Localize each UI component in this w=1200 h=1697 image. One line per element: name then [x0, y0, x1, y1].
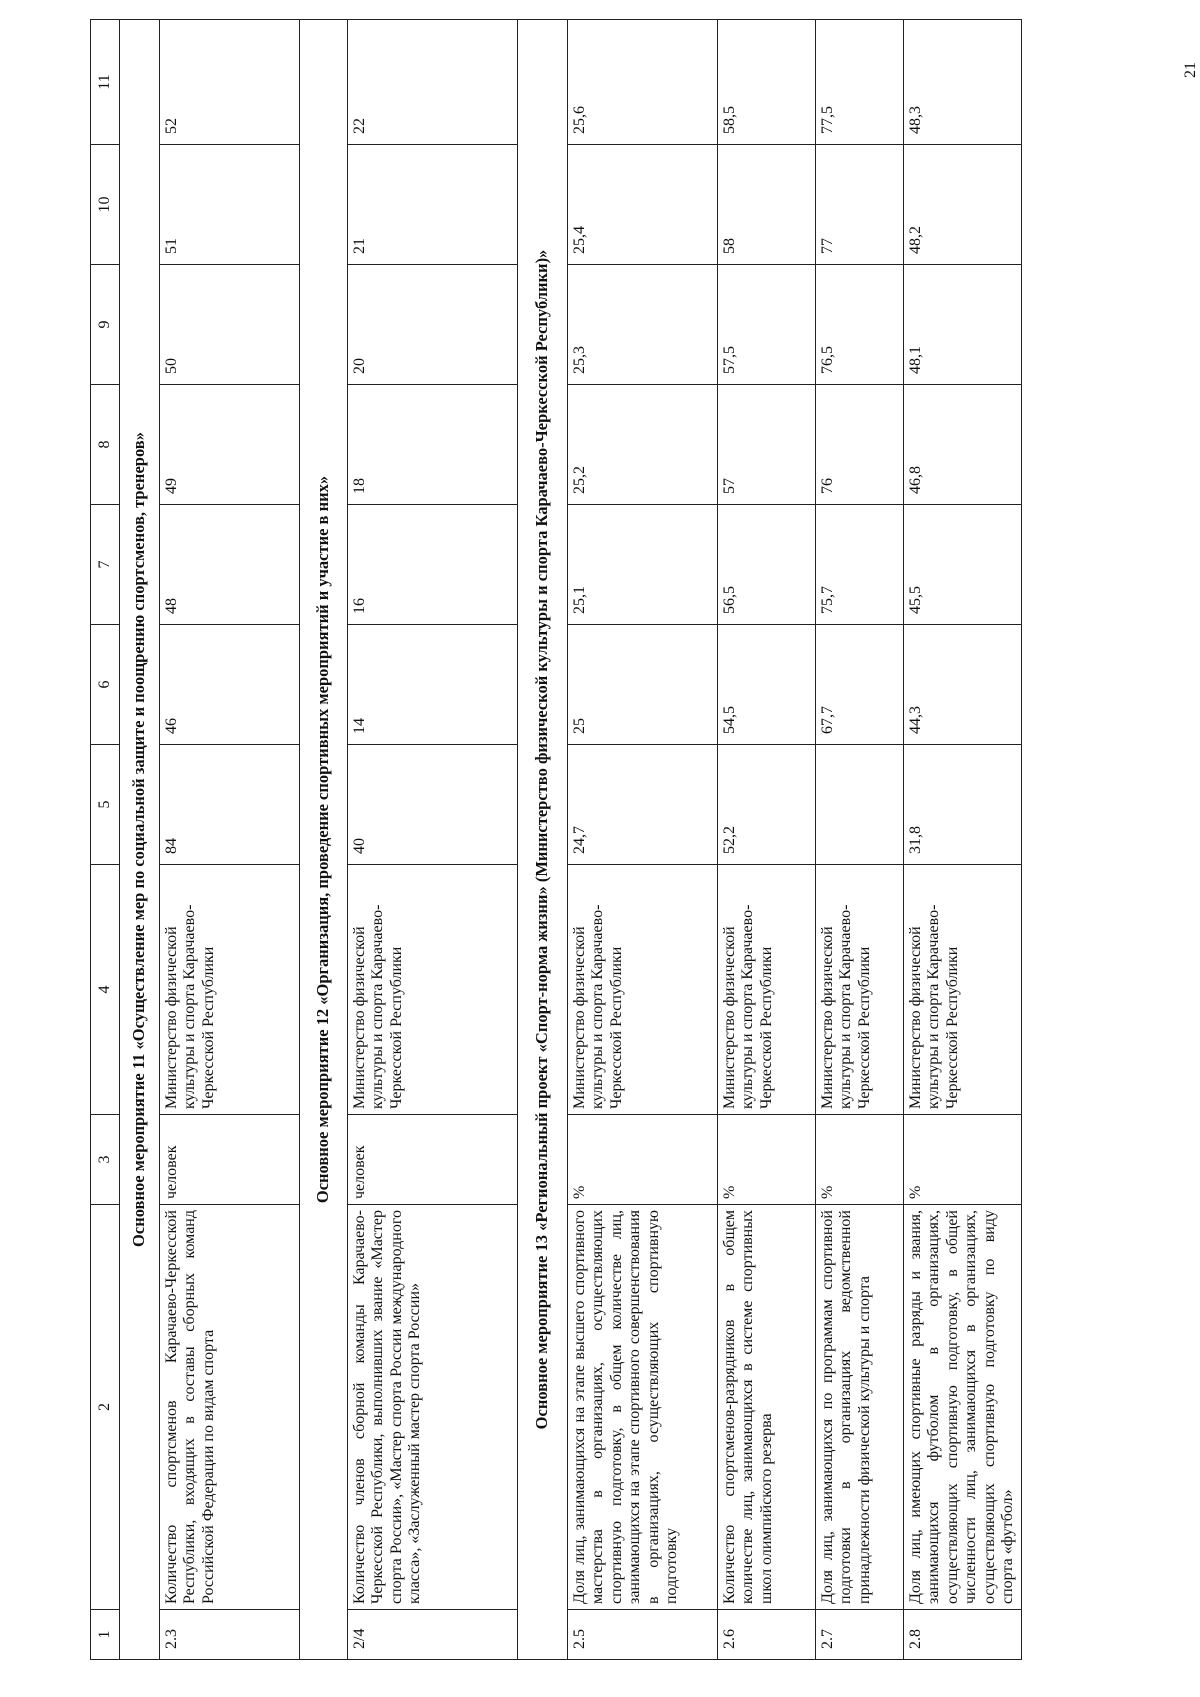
table-row — [816, 20, 904, 1660]
section-header-row — [120, 20, 160, 1660]
row-number-cell: 2/4 — [348, 1610, 518, 1660]
value-cell: 58 — [718, 145, 816, 265]
row-number-cell: 2.8 — [904, 1610, 1022, 1660]
indicator-name-cell: Количество членов сборной команды Карачаево-Черкесской Республики, выполнивших звание «Мастер спорта России», «Мастер спорта России международного класса», «Заслуженный мастер спорта России» — [348, 1205, 518, 1610]
table-row — [904, 20, 1022, 1660]
value-cell: 51 — [160, 145, 300, 265]
unit-cell: % — [904, 1115, 1022, 1205]
unit-cell: % — [568, 1115, 718, 1205]
value-cell: 52,2 — [718, 745, 816, 865]
value-cell: 54,5 — [718, 625, 816, 745]
column-number-cell: 5 — [91, 745, 120, 865]
indicator-name-cell: Количество спортсменов Карачаево-Черкесской Республики, входящих в составы сборных команд Российской Федерации по видам спорта — [160, 1205, 300, 1610]
column-number-cell: 9 — [91, 265, 120, 385]
value-cell: 46 — [160, 625, 300, 745]
value-cell: 25,1 — [568, 505, 718, 625]
value-cell: 76 — [816, 385, 904, 505]
unit-cell: % — [816, 1115, 904, 1205]
value-cell: 14 — [348, 625, 518, 745]
value-cell: 20 — [348, 265, 518, 385]
value-cell: 77,5 — [816, 20, 904, 145]
unit-cell: человек — [160, 1115, 300, 1205]
executor-cell: Министерство физической культуры и спорта Карачаево-Черкесской Республики — [816, 865, 904, 1115]
value-cell: 25,3 — [568, 265, 718, 385]
column-number-cell: 2 — [91, 1205, 120, 1610]
section-title: Основное мероприятие 13 «Региональный проект «Спорт-норма жизни» (Министерство физической культуры и спорта Карачаево-Черкесской Республики)» — [518, 20, 568, 1660]
value-cell: 18 — [348, 385, 518, 505]
value-cell: 67,7 — [816, 625, 904, 745]
value-cell: 25,6 — [568, 20, 718, 145]
section-title: Основное мероприятие 12 «Организация, проведение спортивных мероприятий и участие в них» — [300, 20, 348, 1660]
indicator-name-cell: Доля лиц, занимающихся по программам спортивной подготовки в организациях ведомственной принадлежности физической культуры и спорта — [816, 1205, 904, 1610]
table-body — [91, 20, 1022, 1660]
value-cell: 57,5 — [718, 265, 816, 385]
page-number: 21 — [1182, 62, 1199, 78]
table-row — [348, 20, 518, 1660]
column-number-cell: 11 — [91, 20, 120, 145]
executor-cell: Министерство физической культуры и спорта Карачаево-Черкесской Республики — [904, 865, 1022, 1115]
value-cell: 56,5 — [718, 505, 816, 625]
value-cell: 44,3 — [904, 625, 1022, 745]
unit-cell: человек — [348, 1115, 518, 1205]
value-cell: 25,4 — [568, 145, 718, 265]
row-number-cell: 2.3 — [160, 1610, 300, 1660]
value-cell: 25,2 — [568, 385, 718, 505]
value-cell: 75,7 — [816, 505, 904, 625]
row-number-cell: 2.7 — [816, 1610, 904, 1660]
value-cell: 77 — [816, 145, 904, 265]
executor-cell: Министерство физической культуры и спорта Карачаево-Черкесской Республики — [348, 865, 518, 1115]
value-cell: 46,8 — [904, 385, 1022, 505]
executor-cell: Министерство физической культуры и спорта Карачаево-Черкесской Республики — [160, 865, 300, 1115]
value-cell: 48,1 — [904, 265, 1022, 385]
column-number-cell: 1 — [91, 1610, 120, 1660]
value-cell: 16 — [348, 505, 518, 625]
value-cell: 50 — [160, 265, 300, 385]
value-cell: 57 — [718, 385, 816, 505]
executor-cell: Министерство физической культуры и спорта Карачаево-Черкесской Республики — [568, 865, 718, 1115]
value-cell — [816, 745, 904, 865]
table-row — [160, 20, 300, 1660]
executor-cell: Министерство физической культуры и спорта Карачаево-Черкесской Республики — [718, 865, 816, 1115]
value-cell: 48,2 — [904, 145, 1022, 265]
value-cell: 45,5 — [904, 505, 1022, 625]
value-cell: 48 — [160, 505, 300, 625]
indicator-name-cell: Количество спортсменов-разрядников в общем количестве лиц, занимающихся в системе спортивных школ олимпийского резерва — [718, 1205, 816, 1610]
column-number-cell: 3 — [91, 1115, 120, 1205]
column-number-row — [91, 20, 120, 1660]
column-number-cell: 7 — [91, 505, 120, 625]
column-number-cell: 6 — [91, 625, 120, 745]
table-row — [568, 20, 718, 1660]
row-number-cell: 2.5 — [568, 1610, 718, 1660]
section-title: Основное мероприятие 11 «Осуществление мер по социальной защите и поощрению спортсменов, тренеров» — [120, 20, 160, 1660]
column-number-cell: 10 — [91, 145, 120, 265]
unit-cell: % — [718, 1115, 816, 1205]
value-cell: 21 — [348, 145, 518, 265]
section-header-row — [300, 20, 348, 1660]
value-cell: 24,7 — [568, 745, 718, 865]
value-cell: 25 — [568, 625, 718, 745]
value-cell: 58,5 — [718, 20, 816, 145]
column-number-cell: 8 — [91, 385, 120, 505]
row-number-cell: 2.6 — [718, 1610, 816, 1660]
column-number-cell: 4 — [91, 865, 120, 1115]
value-cell: 49 — [160, 385, 300, 505]
indicator-name-cell: Доля лиц, имеющих спортивные разряды и звания, занимающихся футболом в организациях, осуществляющих спортивную подготовку, в общей численности лиц, занимающихся в организациях, осуществляющих спортивную подготовку по виду спорта «футбол» — [904, 1205, 1022, 1610]
section-header-row — [518, 20, 568, 1660]
indicator-name-cell: Доля лиц, занимающихся на этапе высшего спортивного мастерства в организациях, осуществляющих спортивную подготовку, в общем количестве лиц, занимающихся на этапе спортивного совершенствования в организациях, осуществляющих спортивную подготовку — [568, 1205, 718, 1610]
value-cell: 52 — [160, 20, 300, 145]
rotated-table-container — [90, 20, 1130, 1660]
value-cell: 22 — [348, 20, 518, 145]
indicators-table — [90, 19, 1022, 1660]
value-cell: 84 — [160, 745, 300, 865]
value-cell: 76,5 — [816, 265, 904, 385]
value-cell: 31,8 — [904, 745, 1022, 865]
value-cell: 48,3 — [904, 20, 1022, 145]
table-row — [718, 20, 816, 1660]
value-cell: 40 — [348, 745, 518, 865]
